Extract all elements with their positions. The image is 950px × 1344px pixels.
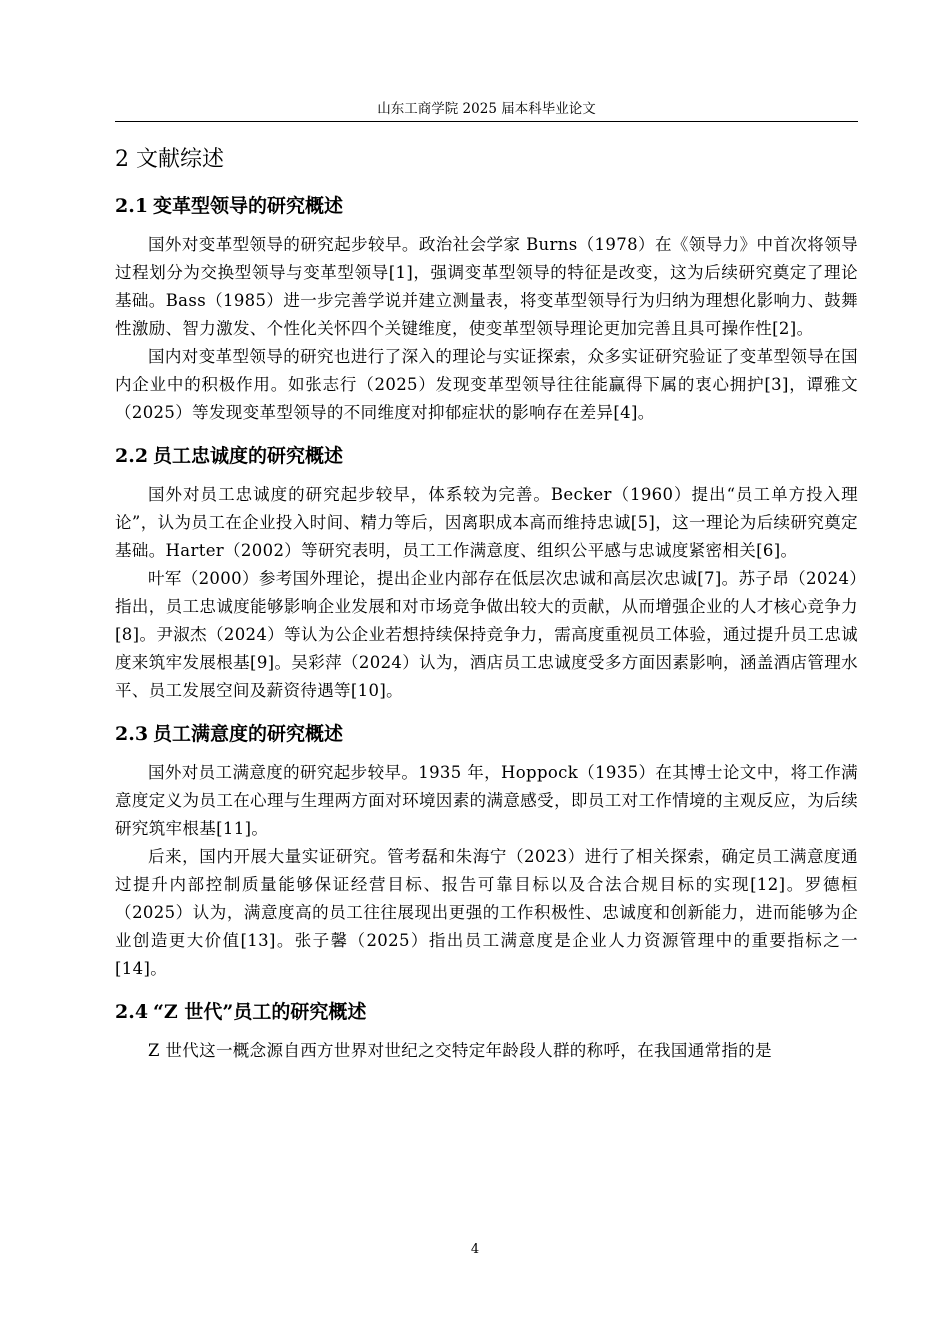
section-heading (115, 709, 858, 759)
paragraph: 国外对员工满意度的研究起步较早。1935 年，Hoppock（1935）在其博士论文中，将工作满意度定义为员工在心理与生理两方面对环境因素的满意感受，即员工对工作情境的主观反应，为后续研究筑牢根基[11]。 (115, 763, 858, 838)
section-heading (115, 987, 858, 1037)
page-header: 山东工商学院 2025 届本科毕业论文 (115, 100, 858, 122)
section-2-1 (115, 181, 858, 427)
section-title: “Z 世代”员工的研究概述 (153, 1001, 367, 1023)
section-number: 2.4 (115, 1001, 149, 1023)
section-heading (115, 181, 858, 231)
paragraph: 国内对变革型领导的研究也进行了深入的理论与实证探索，众多实证研究验证了变革型领导在国内企业中的积极作用。如张志行（2025）发现变革型领导往往能赢得下属的衷心拥护[3]，谭雅文（2025）等发现变革型领导的不同维度对抑郁症状的影响存在差异[4]。 (115, 347, 858, 422)
section-title: 员工忠诚度的研究概述 (153, 445, 344, 467)
section-2-4 (115, 987, 858, 1065)
paragraph: 国外对变革型领导的研究起步较早。政治社会学家 Burns（1978）在《领导力》中首次将领导过程划分为交换型领导与变革型领导[1]，强调变革型领导的特征是改变，这为后续研究奠定了理论基础。Bass（1985）进一步完善学说并建立测量表，将变革型领导行为归纳为理想化影响力、鼓舞性激励、智力激发、个性化关怀四个关键维度，使变革型领导理论更加完善且具可操作性[2]。 (115, 235, 858, 338)
section-title: 变革型领导的研究概述 (153, 195, 344, 217)
paragraph: 叶军（2000）参考国外理论，提出企业内部存在低层次忠诚和高层次忠诚[7]。苏子昂（2024）指出，员工忠诚度能够影响企业发展和对市场竞争做出较大的贡献，从而增强企业的人才核心竞争力[8]。尹淑杰（2024）等认为公企业若想持续保持竞争力，需高度重视员工体验，通过提升员工忠诚度来筑牢发展根基[9]。吴彩萍（2024）认为，酒店员工忠诚度受多方面因素影响，涵盖酒店管理水平、员工发展空间及薪资待遇等[10]。 (115, 569, 858, 700)
paragraph: 后来，国内开展大量实证研究。管考磊和朱海宁（2023）进行了相关探索，确定员工满意度通过提升内部控制质量能够保证经营目标、报告可靠目标以及合法合规目标的实现[12]。罗德桓（2025）认为，满意度高的员工往往展现出更强的工作积极性、忠诚度和创新能力，进而能够为企业创造更大价值[13]。张子馨（2025）指出员工满意度是企业人力资源管理中的重要指标之一[14]。 (115, 847, 858, 978)
page-number: 4 (470, 1242, 480, 1257)
section-number: 2.3 (115, 723, 149, 745)
section-heading (115, 431, 858, 481)
section-number: 2.1 (115, 195, 149, 217)
section-2-2 (115, 431, 858, 705)
page-content (115, 139, 858, 1065)
section-number: 2.2 (115, 445, 149, 467)
paragraph: 国外对员工忠诚度的研究起步较早，体系较为完善。Becker（1960）提出“员工单方投入理论”，认为员工在企业投入时间、精力等后，因离职成本高而维持忠诚[5]，这一理论为后续研究奠定基础。Harter（2002）等研究表明，员工工作满意度、组织公平感与忠诚度紧密相关[6]。 (115, 485, 858, 560)
section-2-3 (115, 709, 858, 983)
chapter-title: 2 文献综述 (115, 147, 224, 172)
section-title: 员工满意度的研究概述 (153, 723, 344, 745)
paragraph: Z 世代这一概念源自西方世界对世纪之交特定年龄段人群的称呼，在我国通常指的是 (148, 1041, 773, 1060)
